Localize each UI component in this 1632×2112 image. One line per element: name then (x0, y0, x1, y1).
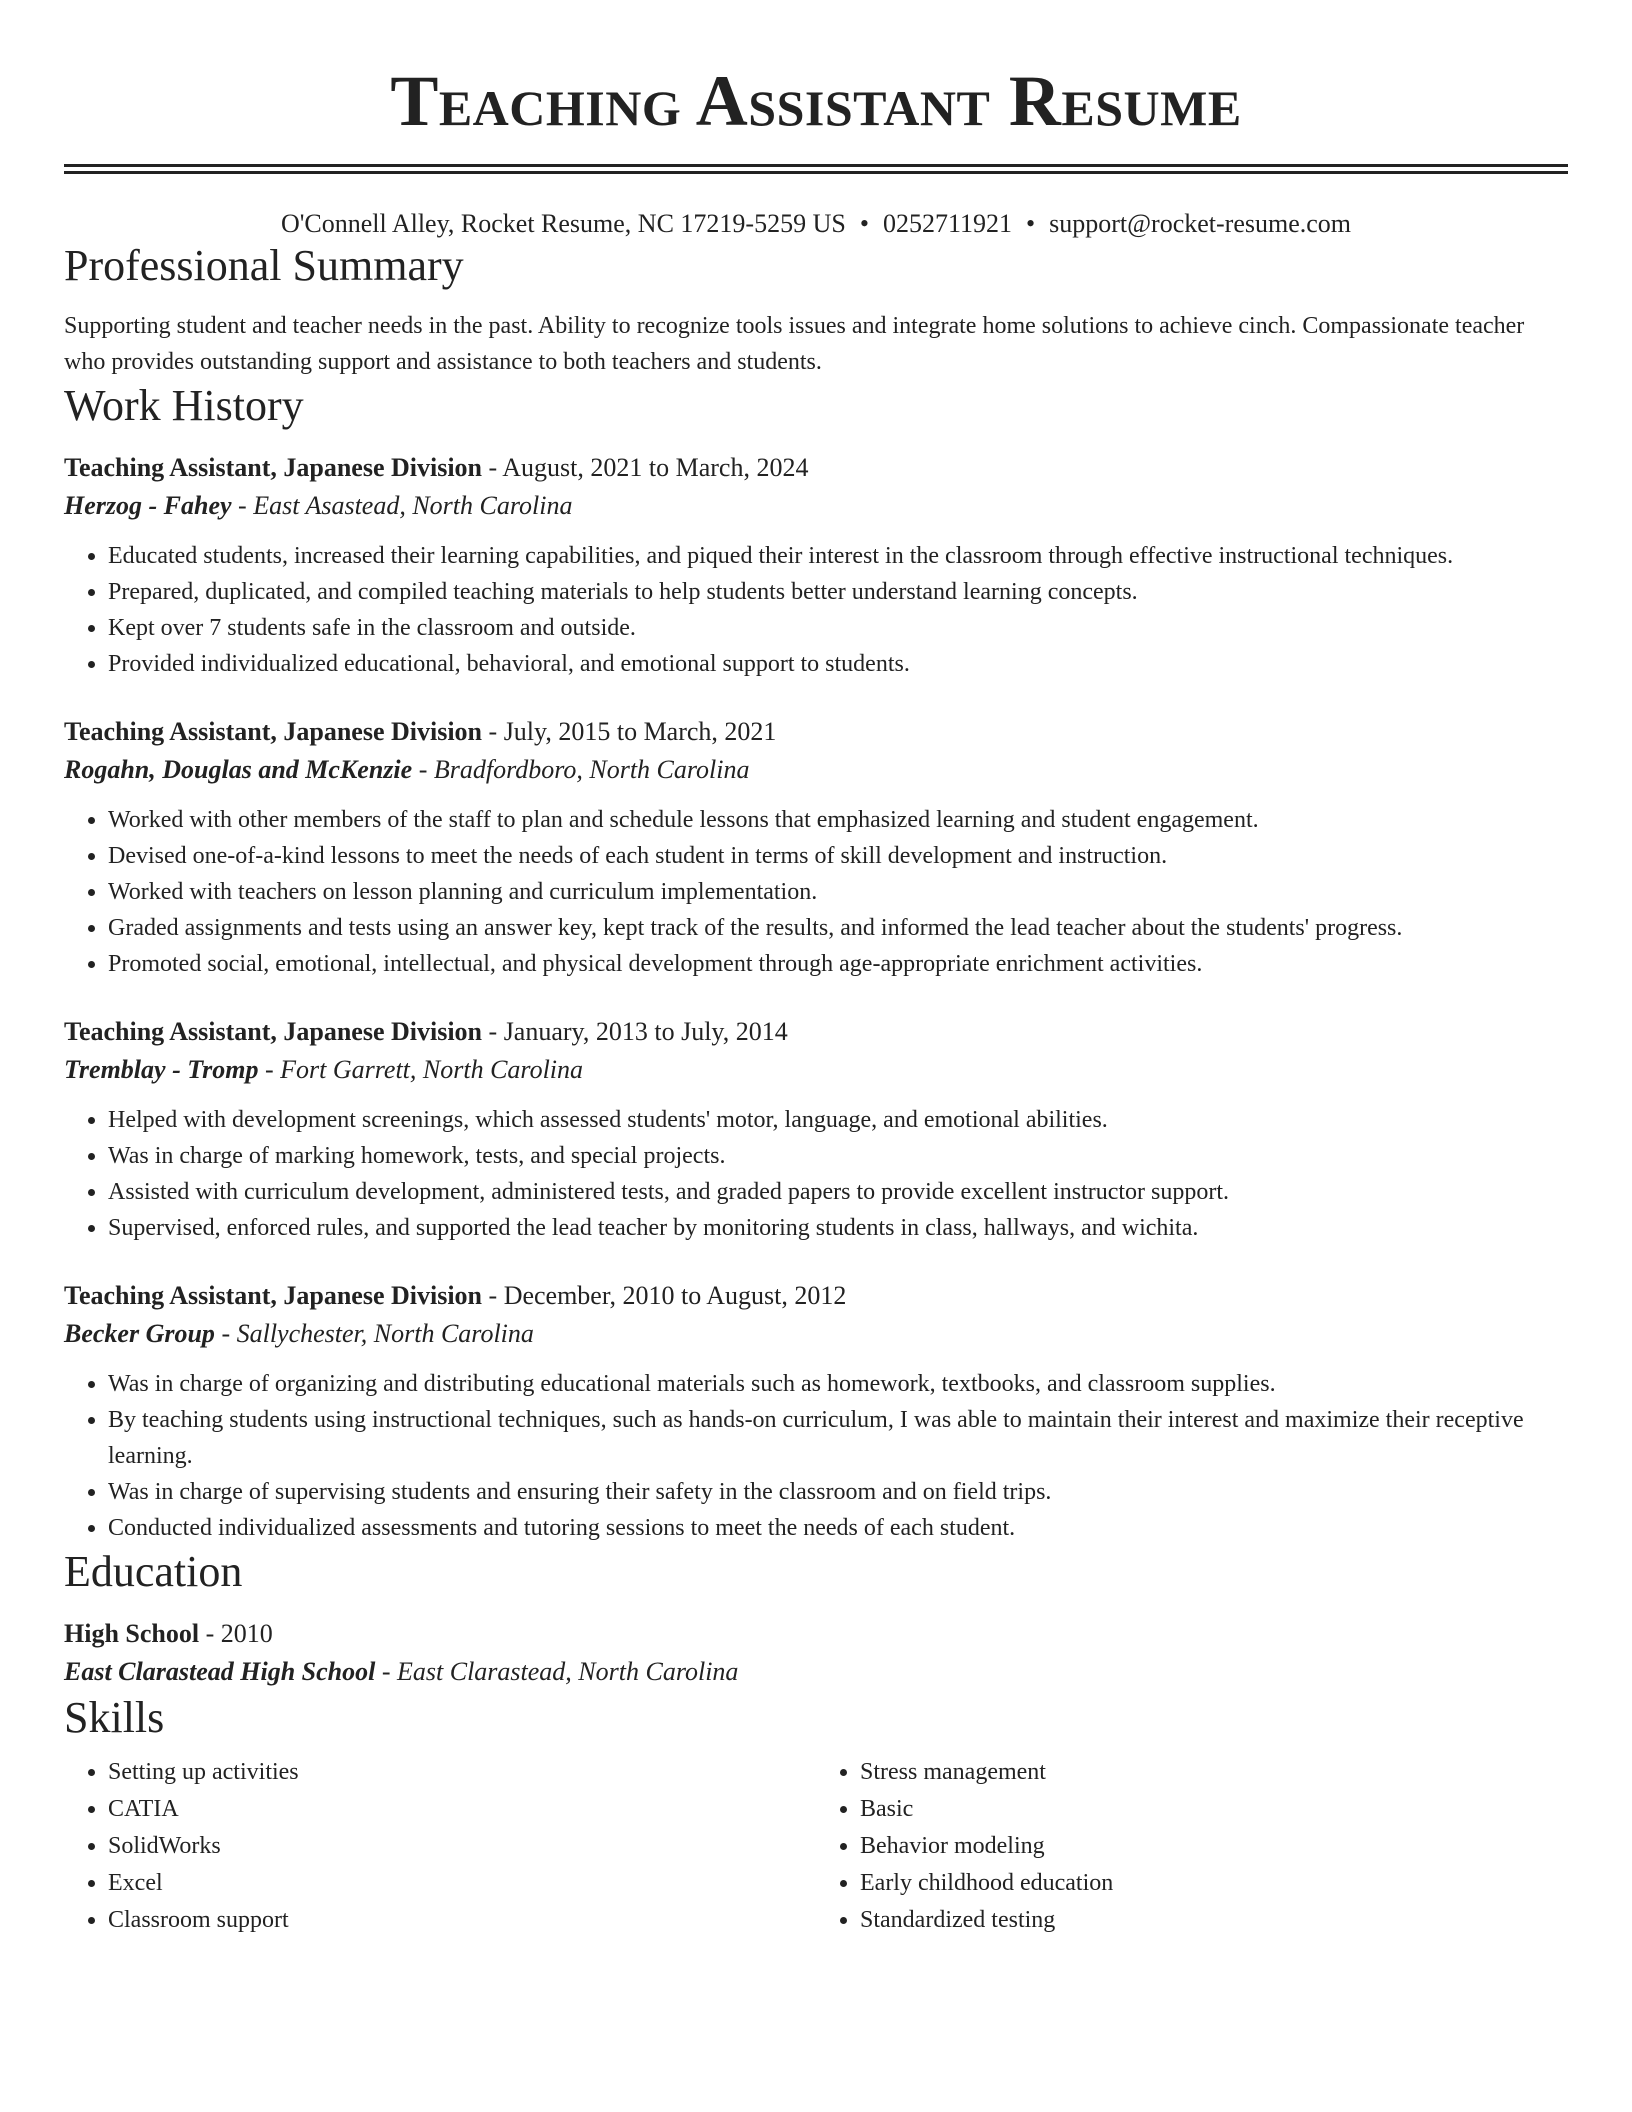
job-dates: - July, 2015 to March, 2021 (482, 717, 777, 746)
job-entry (64, 1014, 1568, 1246)
list-item: • Supervised, enforced rules, and supported the lead teacher by monitoring students in class, hallways, and wichita. (108, 1210, 1568, 1246)
skills-heading: Skills (64, 1693, 165, 1742)
skills-column-left (64, 1754, 816, 1939)
list-item: • Graded assignments and tests using an answer key, kept track of the results, and informed the lead teacher about the students' progress. (108, 910, 1568, 946)
job-dates: - August, 2021 to March, 2024 (482, 453, 809, 482)
contact-email[interactable]: support@rocket-resume.com (1049, 209, 1352, 238)
contact-address: O'Connell Alley, Rocket Resume, NC 17219-5259 US (280, 209, 846, 238)
list-item: • Educated students, increased their learning capabilities, and piqued their interest in the classroom through effective instructional techniques. (108, 538, 1568, 574)
education-heading: Education (64, 1547, 243, 1596)
education-degree: High School (64, 1619, 200, 1648)
work-history-heading: Work History (64, 381, 304, 430)
skill-item: • Excel (108, 1865, 816, 1902)
contact-separator: • (859, 209, 869, 238)
job-title-line (64, 450, 1568, 486)
job-title-line (64, 1278, 1568, 1314)
skill-item: • Classroom support (108, 1902, 816, 1939)
contact-line (64, 208, 1568, 240)
list-item: • Conducted individualized assessments and tutoring sessions to meet the needs of each student. (108, 1510, 1568, 1546)
list-item: • Devised one-of-a-kind lessons to meet the needs of each student in terms of skill development and instruction. (108, 838, 1568, 874)
education-location: - East Clarastead, North Carolina (375, 1657, 739, 1686)
skill-item: • Standardized testing (860, 1902, 1568, 1939)
list-item: • Worked with other members of the staff to plan and schedule lessons that emphasized learning and student engagement. (108, 802, 1568, 838)
list-item: • By teaching students using instructional techniques, such as hands-on curriculum, I was able to maintain their interest and maximize their receptive learning. (108, 1402, 1568, 1474)
contact-phone[interactable]: 0252711921 (882, 209, 1012, 238)
list-item: • Promoted social, emotional, intellectual, and physical development through age-appropriate enrichment activities. (108, 946, 1568, 982)
job-location: - Bradfordboro, North Carolina (412, 755, 750, 784)
job-company: Becker Group (64, 1319, 215, 1348)
education-school: East Clarastead High School (64, 1657, 376, 1686)
job-location: - Fort Garrett, North Carolina (258, 1055, 584, 1084)
skill-item: • Setting up activities (108, 1754, 816, 1791)
list-item: • Was in charge of marking homework, tests, and special projects. (108, 1138, 1568, 1174)
job-role: Teaching Assistant, Japanese Division (64, 453, 483, 482)
job-role: Teaching Assistant, Japanese Division (64, 1017, 483, 1046)
job-role: Teaching Assistant, Japanese Division (64, 717, 483, 746)
skill-item: • Basic (860, 1791, 1568, 1828)
education-entry (64, 1616, 1568, 1692)
skill-item: • Stress management (860, 1754, 1568, 1791)
title-divider (64, 164, 1568, 174)
job-location: - Sallychester, North Carolina (214, 1319, 534, 1348)
skill-item: • Early childhood education (860, 1865, 1568, 1902)
education-school-line (64, 1652, 1568, 1692)
skill-item: • CATIA (108, 1791, 816, 1828)
skill-item: • Behavior modeling (860, 1828, 1568, 1865)
job-company: Rogahn, Douglas and McKenzie (64, 755, 413, 784)
job-title-line (64, 1014, 1568, 1050)
list-item: • Worked with teachers on lesson planning and curriculum implementation. (108, 874, 1568, 910)
skills-list (64, 1754, 1568, 1939)
job-entry (64, 1278, 1568, 1546)
education-year: - 2010 (199, 1619, 273, 1648)
job-entry (64, 714, 1568, 982)
job-entry (64, 450, 1568, 682)
job-duties (64, 538, 1568, 682)
education-degree-line (64, 1616, 1568, 1652)
summary-text: Supporting student and teacher needs in the past. Ability to recognize tools issues and integrate home solutions to achieve cinch. Compassionate teacher who provides outstanding support and assistance to both teachers and students. (64, 313, 1525, 375)
list-item: • Kept over 7 students safe in the classroom and outside. (108, 610, 1568, 646)
skills-column-right (816, 1754, 1568, 1939)
job-company: Tremblay - Tromp (64, 1055, 259, 1084)
list-item: • Was in charge of supervising students and ensuring their safety in the classroom and on field trips. (108, 1474, 1568, 1510)
resume-page (64, 0, 1568, 1939)
list-item: • Was in charge of organizing and distributing educational materials such as homework, textbooks, and classroom supplies. (108, 1366, 1568, 1402)
list-item: • Helped with development screenings, which assessed students' motor, language, and emotional abilities. (108, 1102, 1568, 1138)
list-item: • Prepared, duplicated, and compiled teaching materials to help students better understand learning concepts. (108, 574, 1568, 610)
job-duties (64, 1366, 1568, 1546)
job-company-line (64, 750, 1568, 790)
job-dates: - December, 2010 to August, 2012 (482, 1281, 847, 1310)
list-item: • Assisted with curriculum development, administered tests, and graded papers to provide excellent instructor support. (108, 1174, 1568, 1210)
job-duties (64, 802, 1568, 982)
job-company-line (64, 486, 1568, 526)
job-dates: - January, 2013 to July, 2014 (482, 1017, 788, 1046)
job-duties (64, 1102, 1568, 1246)
contact-separator: • (1025, 209, 1036, 238)
job-company-line (64, 1314, 1568, 1354)
list-item: • Provided individualized educational, behavioral, and emotional support to students. (108, 646, 1568, 682)
summary-heading: Professional Summary (64, 241, 464, 290)
job-company: Herzog - Fahey (64, 491, 232, 520)
resume-title: Teaching Assistant Resume (390, 61, 1242, 141)
skill-item: • SolidWorks (108, 1828, 816, 1865)
job-title-line (64, 714, 1568, 750)
job-location: - East Asastead, North Carolina (231, 491, 573, 520)
job-company-line (64, 1050, 1568, 1090)
job-role: Teaching Assistant, Japanese Division (64, 1281, 483, 1310)
